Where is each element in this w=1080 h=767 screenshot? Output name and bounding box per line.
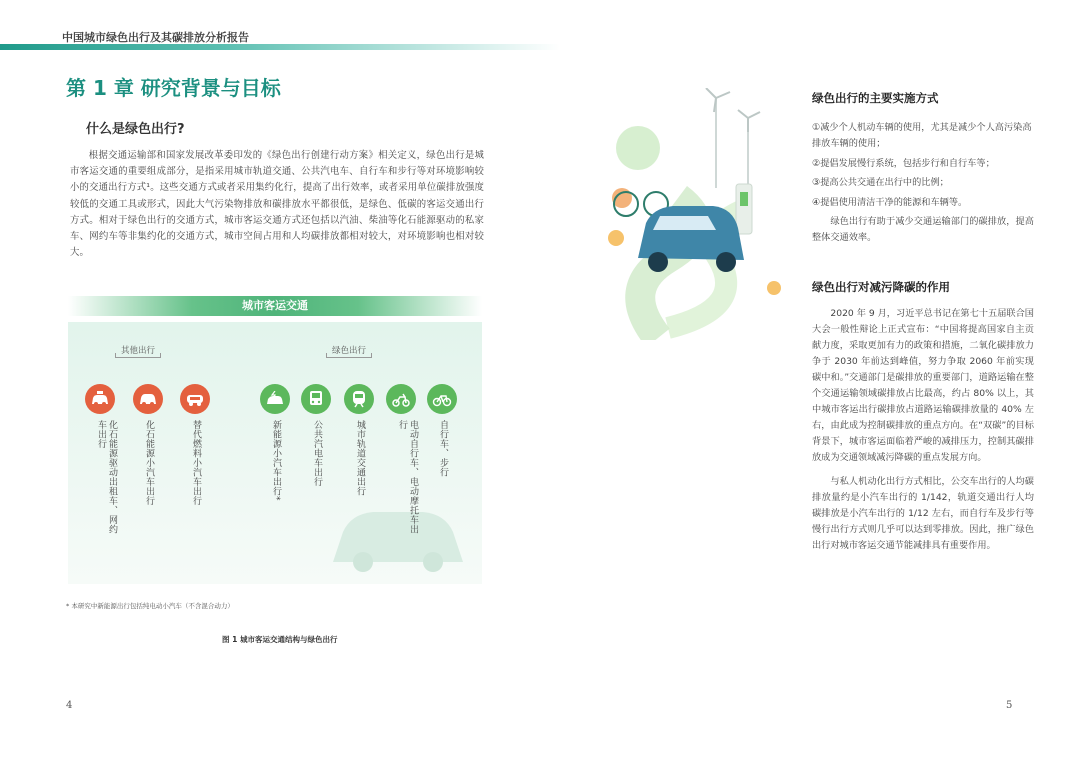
figure-panel	[68, 322, 482, 584]
list-item: ④提倡使用清洁干净的能源和车辆等。	[812, 197, 968, 209]
chapter-title: 第 1 章 研究背景与目标	[66, 76, 281, 100]
mode-label-alt-fuel-car: 替代燃料小汽车出行	[191, 420, 201, 506]
mode-label-taxi: 化石能源驱动出租车、网约车出行	[96, 420, 117, 534]
car-icon	[133, 384, 163, 414]
body-paragraph-1: 2020 年 9 月，习近平总书记在第七十五届联合国大会一般性辩论上正式宣布：“中国将提高国家自主贡献力度，采取更加有力的政策和措施，二氧化碳排放力争于 2030 年前达到峰值，努力争取 2060 年前实现碳中和。”交通部门是碳排放的重要部门，道路运输在整个交通运输领域碳排放占比最高，约占 80% 以上，其中城市客运出行碳排放占道路运输碳排放量的 40% 左右，由此成为控制碳排放的重点方向。在“双碳”的目标背景下，城市客运面临着严峻的减排压力，控制其碳排放成为交通领域减污降碳的重点发展方向。	[812, 308, 1034, 463]
section-title-emission-role: 绿色出行对减污降碳的作用	[812, 280, 950, 294]
metro-icon	[344, 384, 374, 414]
mode-label-ev-car: 新能源小汽车出行*	[271, 420, 281, 501]
e-bike-icon	[386, 384, 416, 414]
list-item: ②提倡发展慢行系统，包括步行和自行车等；	[812, 157, 995, 169]
bicycle-icon	[427, 384, 457, 414]
implementation-list	[812, 120, 1034, 215]
category-green-label: 绿色出行	[326, 344, 372, 358]
section-heading: 什么是绿色出行?	[86, 122, 185, 137]
category-other-label: 其他出行	[115, 344, 161, 358]
figure-caption: 图 1 城市客运交通结构与绿色出行	[222, 635, 338, 644]
figure-heading: 城市客运交通	[68, 296, 482, 316]
mode-label-fossil-car: 化石能源小汽车出行	[144, 420, 154, 506]
taxi-icon	[85, 384, 115, 414]
header-divider	[0, 44, 560, 50]
list-item: ③提高公共交通在出行中的比例；	[812, 177, 949, 189]
figure-footnote: * 本研究中新能源出行包括纯电动小汽车（不含混合动力）	[66, 602, 234, 610]
page-number-right: 5	[1006, 700, 1013, 711]
alt-fuel-car-icon	[180, 384, 210, 414]
body-paragraph: 根据交通运输部和国家发展改革委印发的《绿色出行创建行动方案》相关定义，绿色出行是城市客运交通的重要组成部分，是指采用城市轨道交通、公共汽电车、自行车和步行等对环境影响较小的交通出行方式¹。这些交通方式或者采用集约化行，提高了出行效率，或者采用单位碳排放强度较低的交通工具或形式，因此大气污染物排放和碳排放水平都很低，是绿色、低碳的客运交通出行方式。相对于绿色出行的交通方式，城市客运交通方式还包括以汽油、柴油等化石能源驱动的私家车、网约车等非集约化的交通方式，城市空间占用和人均碳排放都相对较大，对环境影响也相对较大。	[70, 150, 484, 259]
mode-label-e-bike: 电动自行车、电动摩托车出行	[397, 420, 418, 534]
mode-label-bicycle: 自行车、步行	[438, 420, 448, 477]
section-title-implementation: 绿色出行的主要实施方式	[812, 91, 939, 105]
green-travel-illustration	[598, 88, 798, 340]
body-paragraph-2: 与私人机动化出行方式相比，公交车出行的人均碳排放量约是小汽车出行的 1/142，轨道交通出行人均碳排放是小汽车出行的 1/12 左右，而自行车及步行等慢行出行方式则几乎可以达到零排放。因此，推广绿色出行对城市客运交通节能减排具有重要作用。	[812, 476, 1034, 551]
list-item: ①减少个人机动车辆的使用，尤其是减少个人高污染高排放车辆的使用；	[812, 122, 1032, 149]
page-number-left: 4	[66, 700, 73, 711]
mode-label-metro: 城市轨道交通出行	[355, 420, 365, 496]
electric-car-icon	[260, 384, 290, 414]
report-header-title: 中国城市绿色出行及其碳排放分析报告	[62, 31, 249, 44]
mode-label-bus: 公共汽电车出行	[312, 420, 322, 487]
bus-icon	[301, 384, 331, 414]
implementation-note: 绿色出行有助于减少交通运输部门的碳排放，提高整体交通效率。	[812, 216, 1034, 243]
